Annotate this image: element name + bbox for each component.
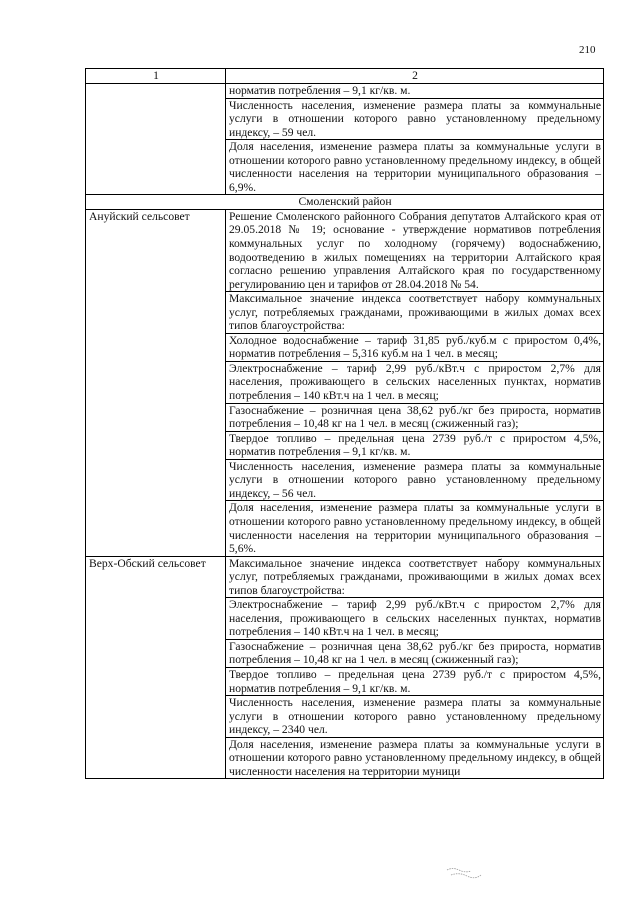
paragraph: Твердое топливо – предельная цена 2739 руб./т с приростом 4,5%, норматив потребления – 9,1 кг/кв. м. [226,667,603,695]
column-header-1: 1 [86,69,226,84]
paragraph: Численность населения, изменение размера платы за коммунальные услуги в отношении которого равно установленному предельному индексу, – 59 чел. [226,98,603,140]
paragraph: Доля населения, изменение размера платы за коммунальные услуги в отношении которого равно установленному предельному индексу, в общей численности населения на территории муниципального образования –5,6%. [226,500,603,555]
paragraph: Численность населения, изменение размера платы за коммунальные услуги в отношении которого равно установленному предельному индексу, – 2340 чел. [226,695,603,737]
column-header-2: 2 [226,69,604,84]
table-row-verkh-obsky [86,556,604,779]
table-row-continuation [86,84,604,195]
section-row [86,195,604,210]
paragraph: Газоснабжение – розничная цена 38,62 руб./кг без прироста, норматив потребления – 10,48 кг на 1 чел. в месяц (сжиженный газ); [226,403,603,431]
paragraph: Доля населения, изменение размера платы за коммунальные услуги в отношении которого равно установленному предельному индексу, в общей численности населения на территории муниципального образования – 6,9%. [226,139,603,194]
table-row-anuysky [86,209,604,556]
paragraph: Электроснабжение – тариф 2,99 руб./кВт.ч с приростом 2,7% для населения, проживающего в сельских населенных пунктах, норматив потребления – 140 кВт.ч на 1 чел. в месяц; [226,597,603,639]
municipality-name: Верх-Обский сельсовет [86,556,226,779]
paragraph: Твердое топливо – предельная цена 2739 руб./т с приростом 4,5%, норматив потребления – 9,1 кг/кв. м. [226,431,603,459]
paragraph: Максимальное значение индекса соответствует набору коммунальных услуг, потребляемых гражданами, проживающими в жилых домах всех типов благоустройства: [229,556,601,597]
section-title: Смоленский район [86,195,604,210]
continuation-cell [226,84,604,195]
municipality-details [226,209,604,556]
document-table [85,68,604,779]
table-header-row [86,69,604,84]
empty-cell [86,84,226,195]
signature-mark [445,866,485,880]
paragraph: Холодное водоснабжение – тариф 31,85 руб./куб.м с приростом 0,4%, норматив потребления – 5,316 куб.м на 1 чел. в месяц; [226,333,603,361]
paragraph: Максимальное значение индекса соответствует набору коммунальных услуг, потребляемых гражданами, проживающими в жилых домах всех типов благоустройства: [226,291,603,333]
paragraph: Решение Смоленского районного Собрания депутатов Алтайского края от 29.05.2018 № 19; основание - утверждение нормативов потребления коммунальных услуг по холодному (горячему) водоснабжению, водоотведению в жилых помещениях на территории Алтайского края согласно решению управления Алтайского края по государственному регулированию цен и тарифов от 28.04.2018 № 54. [229,209,601,291]
paragraph: норматив потребления – 9,1 кг/кв. м. [229,84,411,97]
paragraph: Газоснабжение – розничная цена 38,62 руб./кг без прироста, норматив потребления – 10,48 кг на 1 чел. в месяц (сжиженный газ); [226,639,603,667]
municipality-details [226,556,604,779]
municipality-name: Ануйский сельсовет [86,209,226,556]
page-number: 210 [579,44,596,56]
paragraph: Доля населения, изменение размера платы за коммунальные услуги в отношении которого равно установленному предельному индексу, в общей численности населения на территории муници [226,737,603,779]
paragraph: Численность населения, изменение размера платы за коммунальные услуги в отношении которого равно установленному предельному индексу, – 56 чел. [226,459,603,501]
paragraph: Электроснабжение – тариф 2,99 руб./кВт.ч с приростом 2,7% для населения, проживающего в сельских населенных пунктах, норматив потребления – 140 кВт.ч на 1 чел. в месяц; [226,361,603,403]
